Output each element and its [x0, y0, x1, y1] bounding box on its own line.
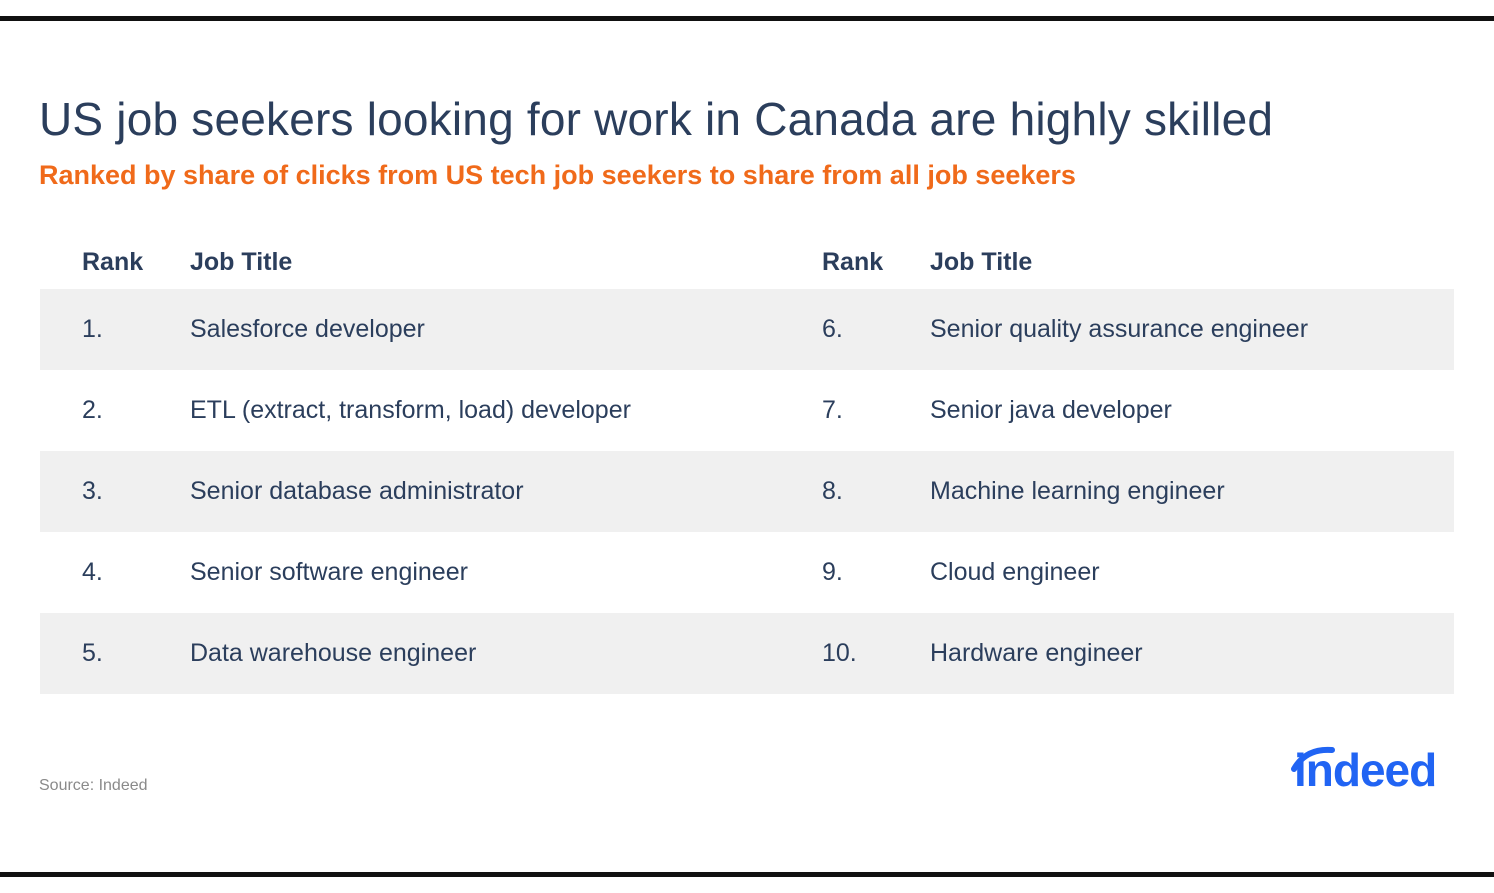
chart-title: US job seekers looking for work in Canada are highly skilled — [39, 93, 1274, 145]
rank-cell: 2. — [82, 396, 103, 424]
header-rank-right: Rank — [822, 248, 884, 276]
rank-cell: 6. — [822, 315, 843, 343]
table-header — [40, 232, 1454, 289]
bottom-rule — [0, 872, 1494, 877]
rank-cell: 10. — [822, 639, 857, 667]
table-row — [40, 613, 1454, 694]
top-rule — [0, 16, 1494, 21]
job-title-cell: Salesforce developer — [190, 315, 425, 343]
rank-cell: 1. — [82, 315, 103, 343]
header-job-title-right: Job Title — [930, 248, 1033, 276]
header-rank-left: Rank — [82, 248, 144, 276]
source-note: Source: Indeed — [39, 777, 148, 794]
rank-cell: 5. — [82, 639, 103, 667]
header-job-title-left: Job Title — [190, 248, 293, 276]
rank-cell: 7. — [822, 396, 843, 424]
job-title-cell: Senior database administrator — [190, 477, 524, 505]
job-title-cell: Hardware engineer — [930, 639, 1143, 667]
chart-subtitle: Ranked by share of clicks from US tech job seekers to share from all job seekers — [39, 160, 1076, 190]
ranking-table — [40, 232, 1454, 694]
job-title-cell: Senior java developer — [930, 396, 1172, 424]
job-title-cell: Machine learning engineer — [930, 477, 1225, 505]
job-title-cell: ETL (extract, transform, load) developer — [190, 396, 631, 424]
indeed-logo — [1280, 742, 1460, 802]
rank-cell: 9. — [822, 558, 843, 586]
job-title-cell: Senior software engineer — [190, 558, 468, 586]
job-title-cell: Data warehouse engineer — [190, 639, 477, 667]
table-row — [40, 451, 1454, 532]
table-row — [40, 370, 1454, 451]
job-title-cell: Senior quality assurance engineer — [930, 315, 1309, 343]
table-row — [40, 289, 1454, 370]
logo-wordmark: indeed — [1294, 744, 1437, 796]
table-row — [40, 532, 1454, 613]
job-title-cell: Cloud engineer — [930, 558, 1100, 586]
rank-cell: 4. — [82, 558, 103, 586]
rank-cell: 8. — [822, 477, 843, 505]
rank-cell: 3. — [82, 477, 103, 505]
